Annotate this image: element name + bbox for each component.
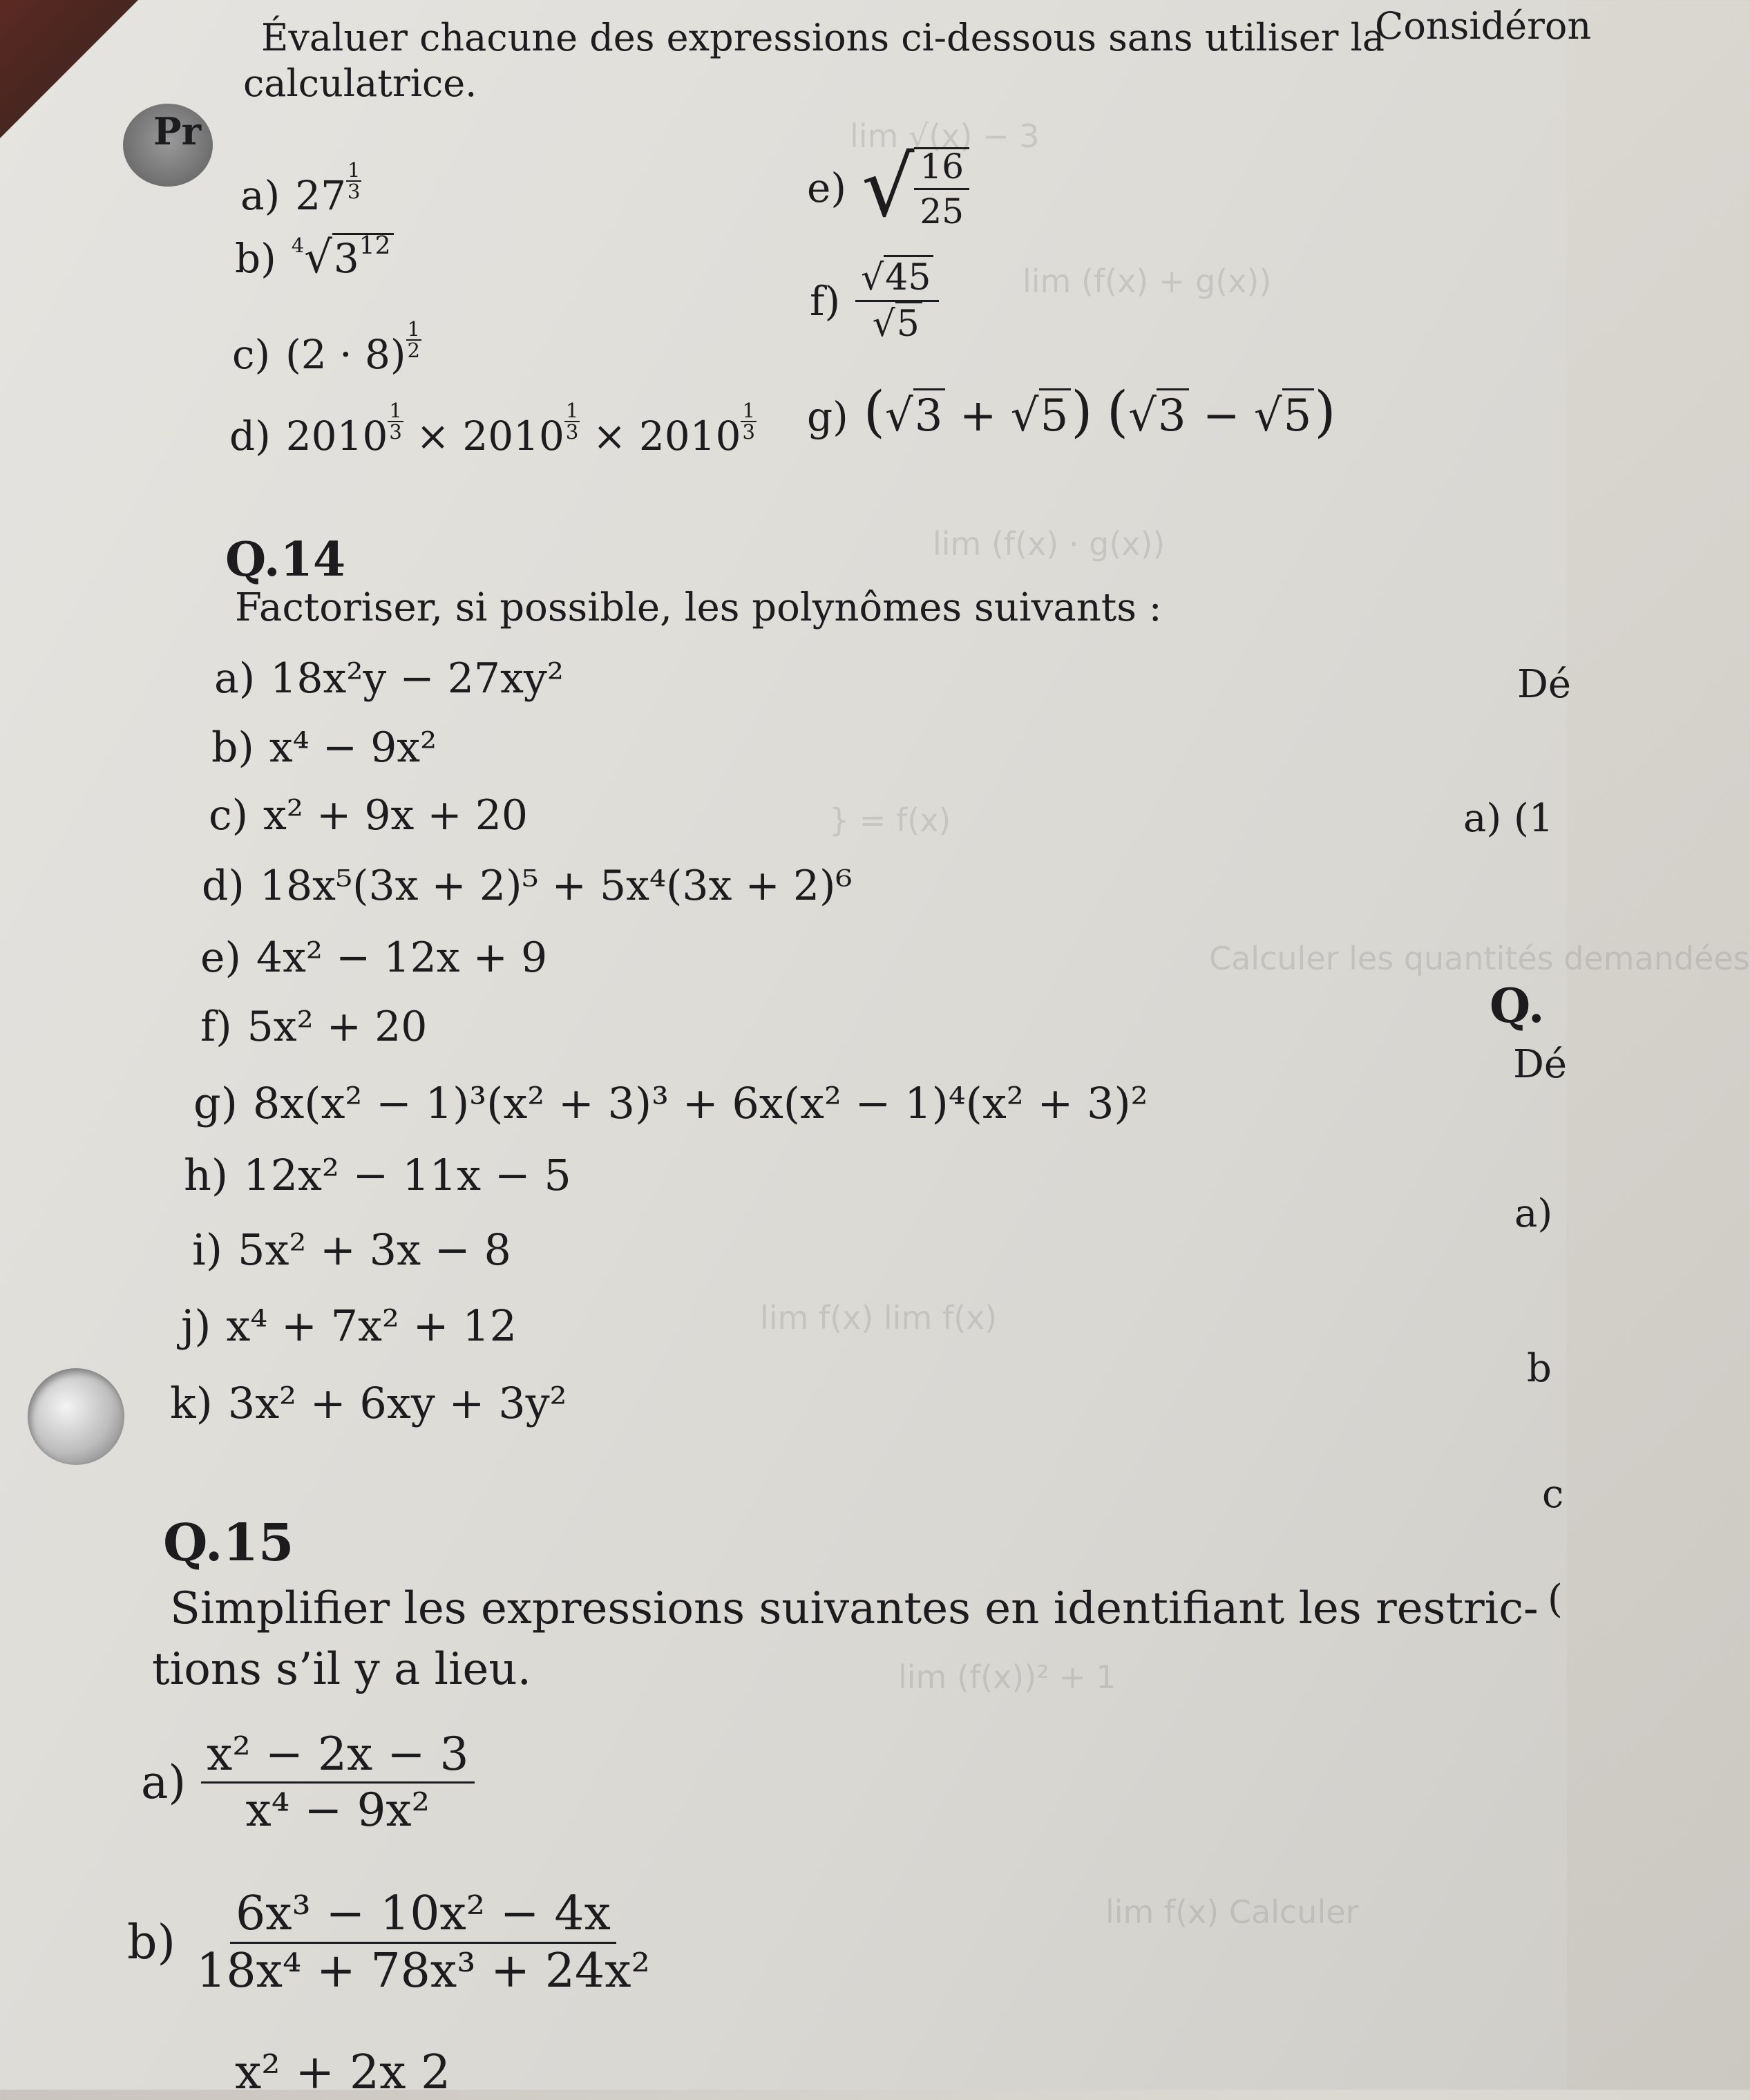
exponent-fraction: $\frac{1}{3}$	[348, 158, 361, 203]
q14-item-c: c) x² + 9x + 20	[209, 791, 529, 840]
right-column-text: Considéron	[1375, 4, 1592, 48]
q14-item-k: k) 3x² + 6xy + 3y²	[170, 1378, 567, 1428]
base: 27	[295, 171, 347, 219]
bleed-through: lim f(x) lim f(x)	[760, 1299, 998, 1336]
right-column-text: a)	[1514, 1191, 1553, 1236]
radical-sign: √	[861, 140, 915, 236]
q13-item-d: d) 2010 $\frac{1}{3}$ × 2010 $\frac{1}{3}$ × 2010 $\frac{1}{3}$	[229, 399, 755, 460]
right-column-text: c	[1542, 1472, 1564, 1517]
q14-item-a: a) 18x²y − 27xy²	[214, 654, 564, 703]
binder-hole	[28, 1368, 124, 1465]
bleed-through: lim √(x) − 3	[850, 117, 1040, 155]
bleed-through: lim (f(x) + g(x))	[1023, 263, 1272, 300]
right-column-text: b	[1527, 1346, 1552, 1391]
fraction: $\frac{\text{6x³ − 10x² − 4x}}{\text{18x⁴ + 78x³ + 24x²}}$	[196, 1886, 650, 1998]
fraction: $\frac{√45}{√5}$	[855, 260, 939, 342]
q14-item-e: e) 4x² − 12x + 9	[200, 934, 548, 982]
q14-item-d: d) 18x⁵(3x + 2)⁵ + 5x⁴(3x + 2)⁶	[202, 862, 853, 910]
item-label: c)	[232, 330, 271, 378]
item-label: a)	[240, 171, 280, 219]
q15-item-a	[141, 1728, 475, 1837]
q13-item-e	[807, 140, 969, 236]
q15-item-c-partial: x² + 2x 2	[235, 2045, 451, 2100]
q13-instruction-line2: calculatrice.	[243, 62, 477, 105]
q15-instruction-line2: tions s’il y a lieu.	[152, 1644, 531, 1695]
bleed-through: } = f(x)	[829, 802, 951, 839]
q14-item-i: i) 5x² + 3x − 8	[192, 1224, 511, 1275]
root-index: 4	[291, 234, 305, 257]
q15-item-b	[127, 1886, 656, 1998]
q13-item-f	[810, 257, 939, 345]
q13-item-a	[240, 158, 361, 219]
q15-heading: Q.15	[163, 1513, 294, 1573]
exponent-fraction: $\frac{1}{2}$	[407, 317, 420, 362]
item-label: a)	[141, 1755, 187, 1809]
q14-item-b: b) x⁴ − 9x²	[211, 723, 437, 772]
q15-instruction-line1: Simplifier les expressions suivantes en identifiant les restric-	[170, 1583, 1539, 1634]
q13-item-b	[235, 231, 394, 283]
q13-item-c	[232, 317, 421, 378]
radical-sign: √	[304, 232, 332, 283]
q14-item-f: f) 5x² + 20	[200, 1003, 428, 1051]
item-label: b)	[127, 1915, 176, 1970]
q14-instruction: Factoriser, si possible, les polynômes suivants :	[235, 585, 1162, 630]
bleed-through: lim f(x) Calculer	[1105, 1893, 1359, 1931]
right-column-text: (	[1548, 1577, 1563, 1622]
bleed-through: Calculer les quantités demandées	[1209, 940, 1750, 977]
q14-heading: Q.14	[225, 532, 346, 587]
radicand: $3^{12}$	[332, 233, 394, 282]
item-label: d)	[229, 412, 271, 460]
fraction: $\frac{\text{x² − 2x − 3}}{\text{x⁴ − 9x²}}$	[201, 1732, 474, 1833]
item-label: f)	[810, 277, 841, 325]
item-label: e)	[807, 164, 846, 211]
q13-item-g: g) (√3 + √5) (√3 − √5)	[807, 379, 1336, 444]
q13-instruction-line1: Évaluer chacune des expressions ci-dessous sans utiliser la	[261, 16, 1385, 59]
q14-item-g: g) 8x(x² − 1)³(x² + 3)³ + 6x(x² − 1)⁴(x² + 3)²	[193, 1078, 1148, 1128]
right-column-text: a) (1	[1463, 796, 1554, 841]
q14-item-h: h) 12x² − 11x − 5	[184, 1150, 571, 1200]
q14-item-j: j) x⁴ + 7x² + 12	[181, 1300, 517, 1351]
bleed-through: lim (f(x))² + 1	[898, 1658, 1116, 1696]
right-column-text: Dé	[1517, 662, 1572, 707]
right-column-text: Dé	[1513, 1042, 1568, 1087]
item-label: b)	[235, 235, 276, 282]
right-column-text: Q.	[1490, 978, 1545, 1034]
fraction: $\frac{16}{25}$	[914, 147, 969, 229]
bleed-through: lim (f(x) · g(x))	[933, 525, 1166, 562]
item-label: g)	[807, 393, 848, 440]
pr-badge: Pr	[123, 104, 213, 187]
base: (2 · 8)	[285, 330, 406, 378]
